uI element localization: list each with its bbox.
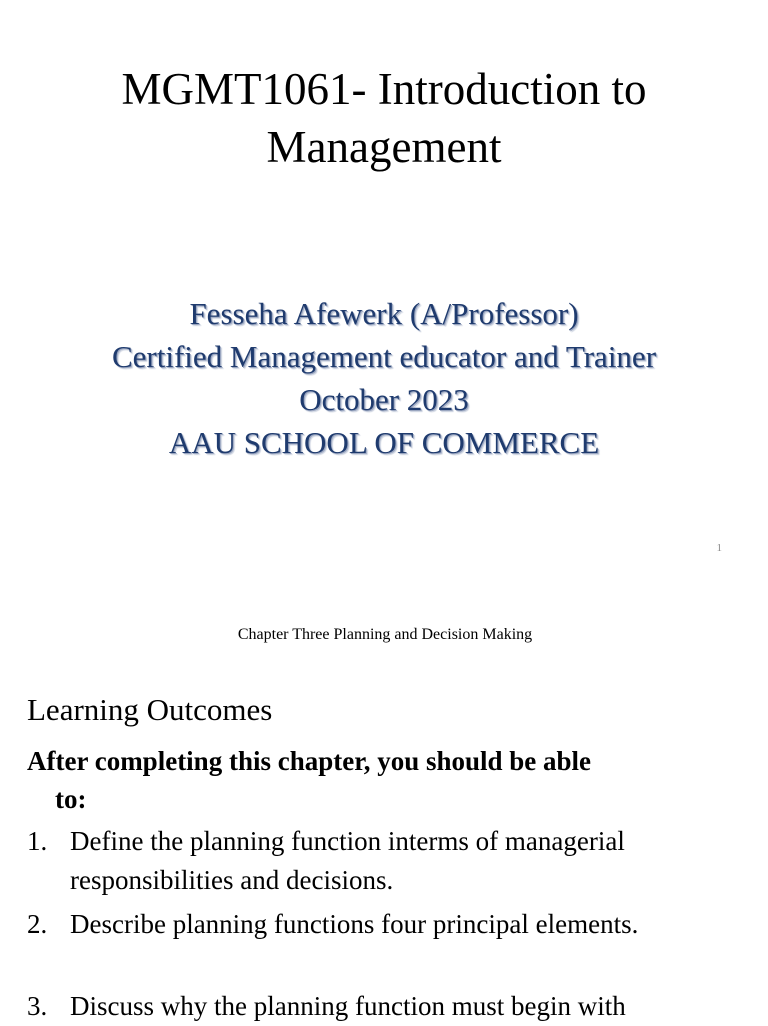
slide-title-line-2: Management [266, 122, 502, 172]
learning-outcomes-slide [0, 580, 768, 1024]
list-item-line: Discuss why the planning function must begin with [70, 991, 626, 1021]
credential-line: Certified Management educator and Trainer [111, 339, 657, 374]
author-line: Fesseha Afewerk (A/Professor) [189, 296, 579, 331]
chapter-header: Chapter Three Planning and Decision Making [237, 626, 533, 643]
section-heading: Learning Outcomes [27, 692, 273, 727]
list-item-number: 1. [27, 826, 48, 856]
list-item-number: 3. [27, 991, 48, 1021]
list-item-line: Define the planning function interms of managerial [70, 826, 625, 856]
list-item [27, 822, 757, 900]
page-number: 1 [716, 542, 722, 554]
list-item-text [70, 822, 757, 900]
intro-text [27, 742, 727, 818]
intro-line-2: to: [55, 784, 87, 814]
list-item [27, 987, 757, 1026]
slide-title [0, 60, 768, 176]
slide-subtitle [0, 292, 768, 464]
list-item [27, 905, 757, 944]
list-item-number: 2. [27, 909, 48, 939]
list-item-line: Describe planning functions four principal elements. [70, 909, 639, 939]
slide-title-line-1: MGMT1061- Introduction to [121, 64, 647, 114]
date-line: October 2023 [299, 382, 469, 417]
intro-line-1: After completing this chapter, you should be able [27, 746, 592, 776]
list-item-line: responsibilities and decisions. [70, 865, 394, 895]
outcomes-list [27, 822, 757, 1026]
list-item-text [70, 987, 757, 1026]
institution-line: AAU SCHOOL OF COMMERCE [168, 425, 600, 460]
list-item-text [70, 905, 757, 944]
